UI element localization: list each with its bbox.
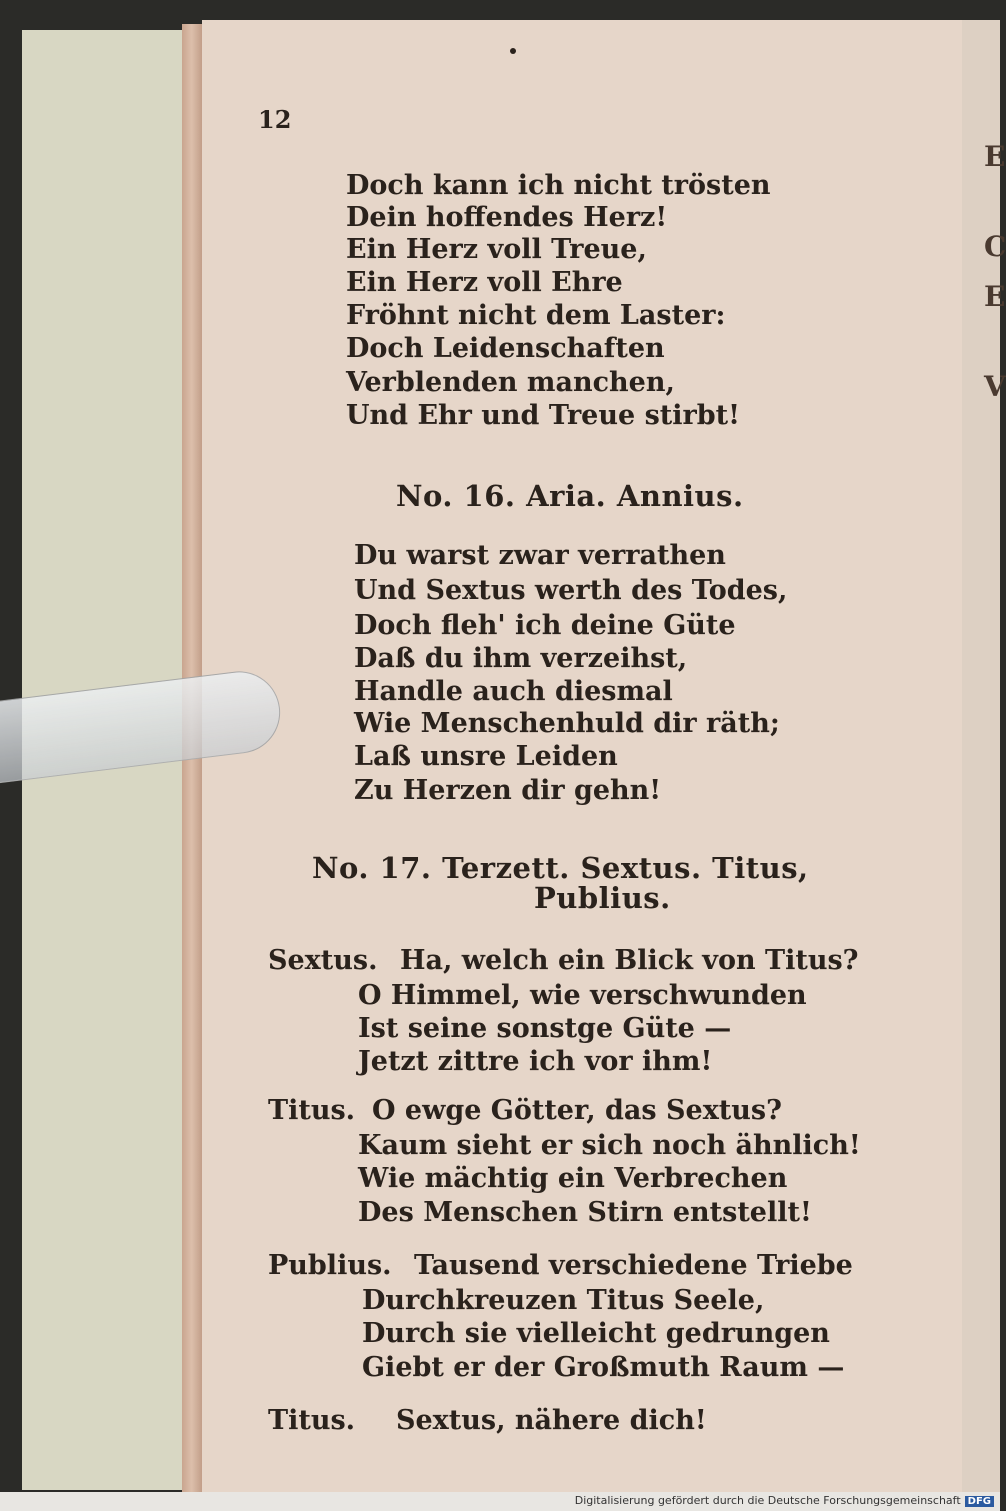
verse-line: Fröhnt nicht dem Laster: <box>346 300 726 331</box>
speech-line: Ha, welch ein Blick von Titus? <box>400 945 859 976</box>
speech-line: Giebt er der Großmuth Raum — <box>362 1352 845 1383</box>
verse-line: Dein hoffendes Herz! <box>346 202 668 233</box>
verse-line: Zu Herzen dir gehn! <box>354 775 662 806</box>
verse-line: Und Sextus werth des Todes, <box>354 575 788 606</box>
digitization-credit <box>575 1494 994 1507</box>
verse-line: Daß du ihm verzeihst, <box>354 643 688 674</box>
verse-line: Wie Menschenhuld dir räth; <box>354 708 780 739</box>
verse-line: Handle auch diesmal <box>354 676 673 707</box>
verse-line: Doch kann ich nicht trösten <box>346 170 771 201</box>
section-heading: No. 16. Aria. Annius. <box>396 479 744 513</box>
facing-page-glyph: E <box>984 280 1006 313</box>
speaker-name: Titus. <box>268 1095 356 1126</box>
speech-line: Wie mächtig ein Verbrechen <box>358 1163 788 1194</box>
verse-line: Laß unsre Leiden <box>354 741 618 772</box>
verse-line: Ein Herz voll Treue, <box>346 234 647 265</box>
speaker-name: Titus. <box>268 1405 356 1436</box>
speech-line: Jetzt zittre ich vor ihm! <box>358 1046 713 1077</box>
speech-line: Durchkreuzen Titus Seele, <box>362 1285 765 1316</box>
verse-line: Doch Leidenschaften <box>346 333 665 364</box>
section-heading: No. 17. Terzett. Sextus. Titus, <box>312 851 809 885</box>
speech-line: Sextus, nähere dich! <box>396 1405 707 1436</box>
facing-page-glyph: E <box>984 140 1006 173</box>
speech-line: Des Menschen Stirn entstellt! <box>358 1197 812 1228</box>
speech-line: O ewge Götter, das Sextus? <box>372 1095 782 1126</box>
ink-dot <box>510 48 516 54</box>
dfg-logo: DFG <box>965 1496 994 1507</box>
credit-text: Digitalisierung gefördert durch die Deutsche Forschungsgemeinschaft <box>574 1494 961 1507</box>
speaker-name: Sextus. <box>268 945 378 976</box>
verse-line: Ein Herz voll Ehre <box>346 267 623 298</box>
speech-line: Tausend verschiedene Triebe <box>414 1250 853 1281</box>
facing-page-glyph: V <box>984 370 1006 403</box>
speech-line: Ist seine sonstge Güte — <box>358 1013 732 1044</box>
facing-page-glyph: C <box>984 230 1006 263</box>
speech-line: O Himmel, wie verschwunden <box>358 980 807 1011</box>
verse-line: Verblenden manchen, <box>346 367 675 398</box>
speaker-name: Publius. <box>268 1250 392 1281</box>
section-heading-continued: Publius. <box>534 881 671 915</box>
verse-line: Doch fleh' ich deine Güte <box>354 610 736 641</box>
speech-line: Durch sie vielleicht gedrungen <box>362 1318 830 1349</box>
verse-line: Und Ehr und Treue stirbt! <box>346 400 740 431</box>
speech-line: Kaum sieht er sich noch ähnlich! <box>358 1130 861 1161</box>
page-number: 12 <box>258 105 292 134</box>
verse-line: Du warst zwar verrathen <box>354 540 726 571</box>
